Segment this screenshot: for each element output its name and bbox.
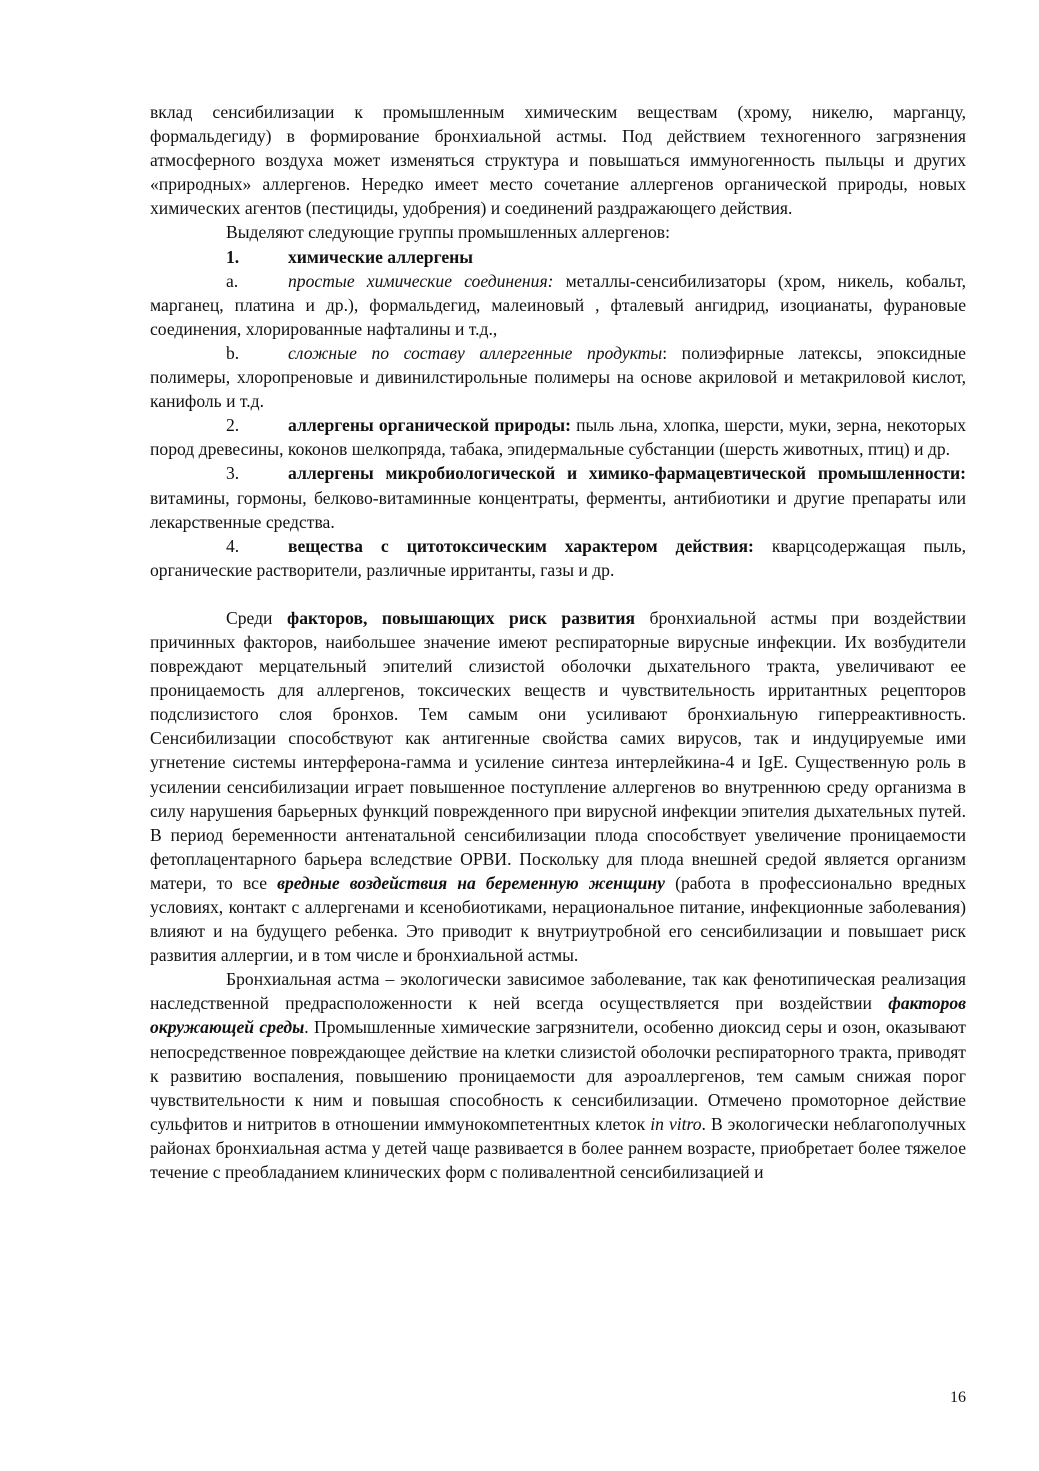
list-item-text: : полиэфирные латексы, эпоксидные полимеры, хлоропреновые и дивинилстирольные полимеры на основе акриловой и метакриловой кислот, канифоль и т.д. bbox=[150, 342, 966, 412]
paragraph-risk-factors bbox=[150, 606, 966, 967]
list-item-italic-term: сложные по составу аллергенные продукты bbox=[288, 342, 663, 363]
list-item-heading: аллергены микробиологической и химико-фармацевтической промышленности: bbox=[288, 463, 966, 484]
text-run: . В экологически неблагополучных районах бронхиальная астма у детей чаще развивается в более раннем возрасте, приобретает более тяжелое течение с преобладанием клинических форм с поливалентной сенсибилизацией и bbox=[150, 1113, 967, 1183]
list-item-organic-allergens bbox=[150, 413, 966, 461]
list-item-text: кварцсодержащая пыль, органические растворители, различные ирританты, газы и др. bbox=[150, 535, 966, 580]
list-number: 2. bbox=[226, 415, 240, 436]
list-item-cytotoxic-substances bbox=[150, 534, 966, 582]
list-number: 1. bbox=[226, 246, 240, 267]
list-item-heading: аллергены органической природы: bbox=[288, 415, 571, 436]
list-letter: b. bbox=[226, 342, 240, 363]
list-number: 3. bbox=[226, 463, 240, 484]
list-item-heading: вещества с цитотоксическим характером действия: bbox=[288, 535, 754, 556]
paragraph-industrial-sensitization: вклад сенсибилизации к промышленным химическим веществам (хрому, никелю, марганцу, формальдегиду) в формирование бронхиальной астмы. Под действием техногенного загрязнения атмосферного воздуха может изменяться структура и повышаться иммуногенность пыльцы и других «природных» аллергенов. Нередко имеет место сочетание аллергенов органической природы, новых химических агентов (пестициды, удобрения) и соединений раздражающего действия. bbox=[150, 102, 966, 219]
list-number: 4. bbox=[226, 535, 240, 556]
text-run: (работа в профессионально вредных условиях, контакт с аллергенами и ксенобиотиками, нерациональное питание, инфекционные заболевания) влияют и на будущего ребенка. Это приводит к внутриутробной его сенсибилизации и повышает риск развития аллергии, и в том числе и бронхиальной астмы. bbox=[150, 872, 966, 966]
list-item-heading: химические аллергены bbox=[288, 246, 474, 267]
list-item-text: металлы-сенсибилизаторы (хром, никель, кобальт, марганец, платина и др.), формальдегид, малеиновый , фталевый ангидрид, изоцианаты, фурановые соединения, хлорированные нафталины и т.д., bbox=[150, 270, 966, 339]
list-item-complex-products bbox=[150, 341, 966, 413]
italic-term: in vitro bbox=[650, 1113, 702, 1134]
bold-italic-term: вредные воздействия на беременную женщину bbox=[277, 872, 665, 893]
text-run: . Промышленные химические загрязнители, особенно диоксид серы и озон, оказывают непосредственное повреждающее действие на клетки слизистой оболочки респираторного тракта, приводят к развитию воспаления, повышению проницаемости для аэроаллергенов, тем самым снижая порог чувствительности к ним и повышая способность к сенсибилизации. Отмечено промоторное действие сульфитов и нитритов в отношении иммунокомпетентных клеток bbox=[150, 1017, 966, 1134]
list-item-microbiological-allergens bbox=[150, 461, 966, 533]
list-item-italic-term: простые химические соединения: bbox=[288, 270, 554, 291]
list-letter: a. bbox=[226, 270, 239, 291]
paragraph-environmental-disease bbox=[150, 967, 966, 1184]
page-number: 16 bbox=[950, 1389, 966, 1406]
text-run: бронхиальной астмы при воздействии причинных факторов, наибольшее значение имеют респираторные вирусные инфекции. Их возбудители повреждают мерцательный эпителий слизистой оболочки дыхательного тракта, увеличивают ее проницаемость для аллергенов, токсических веществ и чувствительность ирритантных рецепторов подслизистого слоя бронхов. Тем самым они усиливают бронхиальную гиперреактивность. Сенсибилизации способствуют как антигенные свойства самих вирусов, так и индуцируемые ими угнетение системы интерферона-гамма и усиление синтеза интерлейкина-4 и IgE. Существенную роль в усилении сенсибилизации играет повышенное поступление аллергенов во внутреннюю среду организма в силу нарушения барьерных функций поврежденного при вирусной инфекции эпителия дыхательных путей. В период беременности антенатальной сенсибилизации плода способствует увеличение проницаемости фетоплацентарного барьера вследствие ОРВИ. Поскольку для плода внешней средой является организм матери, то все bbox=[150, 607, 967, 893]
list-item-text: витамины, гормоны, белково-витаминные концентраты, ферменты, антибиотики и другие препараты или лекарственные средства. bbox=[150, 487, 966, 532]
list-item-chemical-allergens bbox=[150, 245, 966, 269]
text-run: Среди bbox=[226, 607, 288, 628]
bold-italic-term: факторов окружающей среды bbox=[150, 993, 966, 1038]
list-item-text: пыль льна, хлопка, шерсти, муки, зерна, некоторых пород древесины, коконов шелкопряда, табака, эпидермальные субстанции (шерсть животных, птиц) и др. bbox=[150, 415, 966, 460]
list-item-simple-compounds bbox=[150, 269, 966, 341]
paragraph-spacer bbox=[150, 582, 966, 606]
document-body bbox=[150, 100, 966, 1184]
text-run: Бронхиальная астма – экологически зависимое заболевание, так как фенотипическая реализация наследственной предрасположенности к ней всегда осуществляется при воздействии bbox=[150, 969, 966, 1014]
paragraph-allergen-groups-intro: Выделяют следующие группы промышленных аллергенов: bbox=[226, 222, 670, 243]
bold-term: факторов, повышающих риск развития bbox=[287, 607, 636, 628]
